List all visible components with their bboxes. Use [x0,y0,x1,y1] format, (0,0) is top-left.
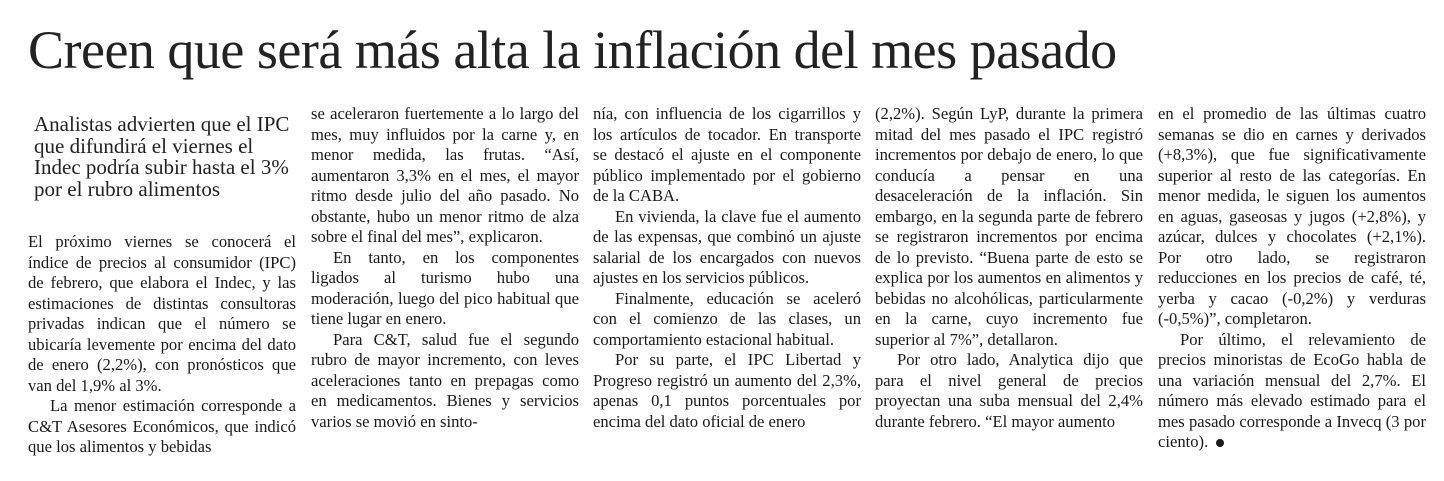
paragraph: se aceleraron fuertemente a lo largo del mes, muy influidos por la carne y, en menor medida, las frutas. “Así, aumentaron 3,3% en el mes, el mayor ritmo desde julio del año pasado. No obstante, hubo un menor ritmo de alza sobre el final del mes”, explicaron. [311,104,579,246]
paragraph: Para C&T, salud fue el segundo rubro de mayor incremento, con leves aceleraciones tanto en prepagas como en medicamentos. Bienes y servicios varios se movió en sinto- [311,329,579,431]
headline: Creen que será más alta la inflación del mes pasado [28,20,1117,80]
column-3 [593,104,861,474]
paragraph: En tanto, en los componentes ligados al turismo hubo una moderación, luego del pico habitual que tiene lugar en enero. [311,247,579,328]
paragraph-final [1158,330,1426,453]
paragraph: Por su parte, el IPC Libertad y Progreso registró un aumento del 2,3%, apenas 0,1 puntos porcentuales por encima del dato oficial de enero [593,350,861,431]
deck-subtitle: Analistas advierten que el IPC que difundirá el viernes el Indec podría subir hasta el 3% por el rubro alimentos [34,112,290,201]
paragraph: En vivienda, la clave fue el aumento de las expensas, que combinó un ajuste salarial de los encargados con nuevos ajustes en los servicios públicos. [593,206,861,287]
article-columns [22,104,1430,474]
paragraph-text: Por último, el relevamiento de precios minoristas de EcoGo habla de una variación mensual del 2,7%. El número más elevado estimado para el mes pasado corresponde a Invecq (3 por ciento). [1158,329,1426,451]
paragraph: (2,2%). Según LyP, durante la primera mitad del mes pasado el IPC registró incrementos por debajo de enero, lo que conducía a pensar en una desaceleración de la inflación. Sin embargo, en la segunda parte de febrero se registraron incrementos por encima de lo previsto. “Buena parte de esto se explica por los aumentos en alimentos y bebidas no alcohólicas, particularmente en la carne, cuyo incremento fue superior al 7%”, detallaron. [875,104,1143,349]
column-5 [1158,104,1426,474]
paragraph: La menor estimación corresponde a C&T Asesores Económicos, que indicó que los alimentos y bebidas [28,396,296,456]
paragraph: Finalmente, educación se aceleró con el comienzo de las clases, un comportamiento estacional habitual. [593,288,861,349]
column-2 [311,104,579,474]
paragraph: Por otro lado, Analytica dijo que para el nivel general de precios proyectan una suba mensual del 2,4% durante febrero. “El mayor aumento [875,350,1143,431]
column-4 [875,104,1143,474]
paragraph: en el promedio de las últimas cuatro semanas se dio en carnes y derivados (+8,3%), que fue significativamente superior al resto de las categorías. En menor medida, le siguen los aumentos en aguas, gaseosas y jugos (+2,8%), y azúcar, dulces y chocolates (+2,1%). Por otro lado, se registraron reducciones en los precios de café, té, yerba y cacao (-0,2%) y verduras (-0,5%)”, completaron. [1158,104,1426,328]
deck-spacer [28,200,296,232]
end-of-article-icon [1216,439,1224,447]
paragraph: El próximo viernes se conocerá el índice de precios al consumidor (IPC) de febrero, que elabora el Indec, y las estimaciones de distintas consultoras privadas indican que el número se ubicaría levemente por encima del dato de enero (2,2%), con pronósticos que van del 1,9% al 3%. [28,232,296,395]
paragraph: nía, con influencia de los cigarrillos y los artículos de tocador. En transporte se destacó el ajuste en el componente público implementado por el gobierno de la CABA. [593,104,861,205]
column-1 [28,104,296,474]
